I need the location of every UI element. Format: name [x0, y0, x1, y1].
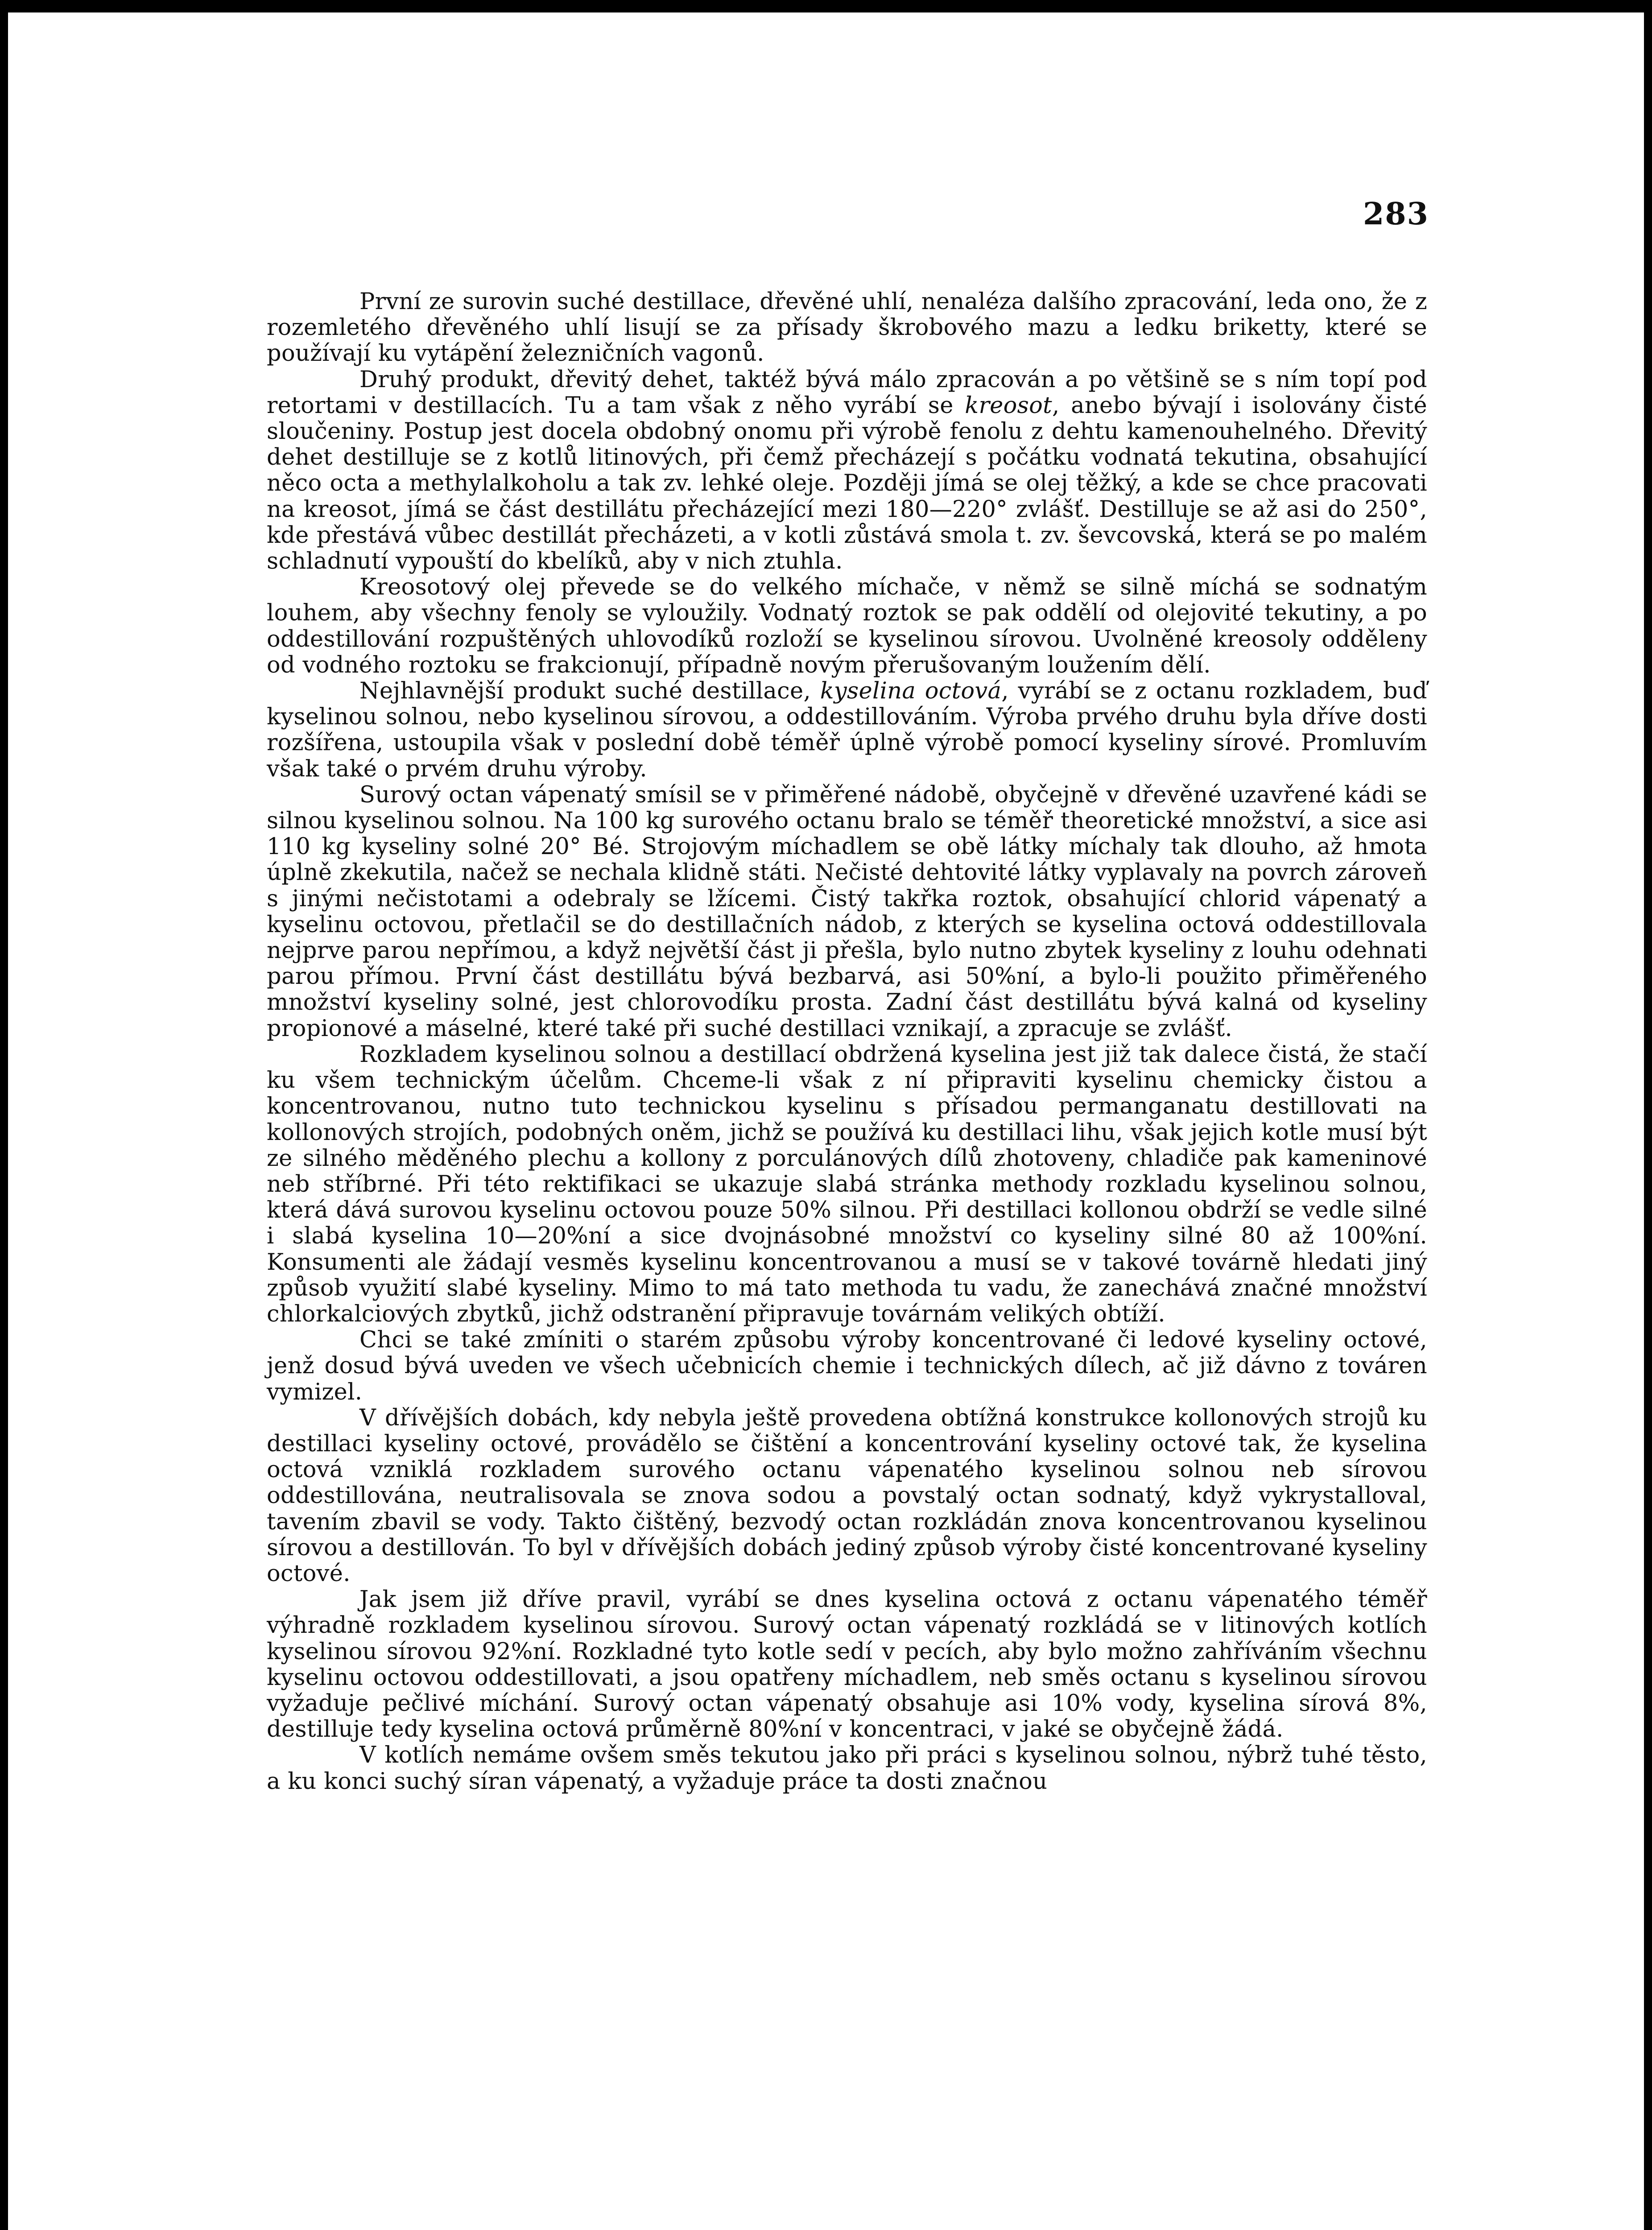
paragraph-old-method-intro: Chci se také zmíniti o starém způsobu výroby koncentrované či ledové kyseliny octové, jenž dosud bývá uveden ve všech učebnicích chemie i technických dílech, ač již dávno z továren vymizel. [267, 1327, 1427, 1405]
term-kyselina-octova: kyselina octová [820, 678, 1002, 705]
paragraph-old-method: V dřívějších dobách, kdy nebyla ještě provedena obtížná konstrukce kollonových strojů ku destillaci kyseliny octové, provádělo se čištění a koncentrování kyseliny octové tak, že kyselina octová vzniklá rozkladem surového octanu vápenatého kyselinou solnou neb sírovou oddestillována, neutralisovala se znova sodou a povstalý octan sodnatý, když vykrystalloval, tavením zbavil se vody. Takto čištěný, bezvodý octan rozkládán znova koncentrovanou kyselinou sírovou a destillován. To byl v dřívějších dobách jediný způsob výroby čisté koncentrované kyseliny octové. [267, 1404, 1427, 1587]
body-text [267, 289, 1427, 1795]
paragraph-rectification: Rozkladem kyselinou solnou a destillací obdržená kyselina jest již tak dalece čistá, že stačí ku všem technickým účelům. Chceme-li však z ní připraviti kyselinu chemicky čistou a koncentrovanou, nutno tuto technickou kyselinu s přísadou permanganatu destillovati na kollonových strojích, podobných oněm, jichž se používá ku destillaci lihu, však jejich kotle musí být ze silného měděného plechu a kollony z porculánových dílů zhotoveny, chladiče pak kameninové neb stříbrné. Při této rektifikaci se ukazuje slabá stránka methody rozkladu kyselinou solnou, která dává surovou kyselinu octovou pouze 50% silnou. Při destillaci kollonou obdrží se vedle silné i slabá kyselina 10—20%ní a sice dvojnásobné množství co kyseliny silné 80 až 100%ní. Konsumenti ale žádají vesměs kyselinu koncentrovanou a musí se v takové továrně hledati jiný způsob využití slabé kyseliny. Mimo to má tato methoda tu vadu, že zanechává značné množství chlorkalciových zbytků, jichž odstranění připravuje továrnám velikých obtíží. [267, 1041, 1427, 1327]
paragraph-sulfuric-method: Jak jsem již dříve pravil, vyrábí se dnes kyselina octová z octanu vápenatého téměř výhradně rozkladem kyselinou sírovou. Surový octan vápenatý rozkládá se v litinových kotlích kyselinou sírovou 92%ní. Rozkladné tyto kotle sedí v pecích, aby bylo možno zahříváním všechnu kyselinu octovou oddestillovati, a jsou opatřeny míchadlem, neb směs octanu s kyselinou sírovou vyžaduje pečlivé míchání. Surový octan vápenatý obsahuje asi 10% vody, kyselina sírová 8%, destilluje tedy kyselina octová průměrně 80%ní v koncentraci, v jaké se obyčejně žádá. [267, 1586, 1427, 1743]
paragraph-wood-tar: Druhý produkt, dřevitý dehet, taktéž bývá málo zpracován a po většině se s ním topí pod retortami v destillacích. Tu a tam však z něho vyrábí se kreosot, anebo bývají i isolovány čisté sloučeniny. Postup jest docela obdobný onomu při výrobě fenolu z dehtu kamenouhelného. Dřevitý dehet destilluje se z kotlů litinových, při čemž přecházejí s počátku vodnatá tekutina, obsahující něco octa a methylalkoholu a tak zv. lehké oleje. Později jímá se olej těžký, a kde se chce pracovati na kreosot, jímá se část destillátu přecházející mezi 180—220° zvlášť. Destilluje se až asi do 250°, kde přestává vůbec destillát přecházeti, a v kotli zůstává smola t. zv. ševcovská, která se po malém schladnutí vypouští do kbelíků, aby v nich ztuhla. [267, 366, 1427, 575]
paragraph-acetic-acid: Nejhlavnější produkt suché destillace, kyselina octová, vyrábí se z octanu rozkladem, buď kyselinou solnou, nebo kyselinou sírovou, a oddestillováním. Výroba prvého druhu byla dříve dosti rozšířena, ustoupila však v poslední době téměř úplně výrobě pomocí kyseliny sírové. Promluvím však také o prvém druhu výroby. [267, 678, 1428, 782]
paragraph-kreosote-oil: Kreosotový olej převede se do velkého míchače, v němž se silně míchá se sodnatým louhem, aby všechny fenoly se vyloužily. Vodnatý roztok se pak oddělí od olejovité tekutiny, a po oddestillování rozpuštěných uhlovodíků rozloží se kyselinou sírovou. Uvolněné kreosoly odděleny od vodného roztoku se frakcionují, případně novým přerušovaným loužením dělí. [267, 574, 1427, 678]
paragraph-charcoal: První ze surovin suché destillace, dřevěné uhlí, nenaléza dalšího zpracování, leda ono, že z rozemletého dřevěného uhlí lisují se za přísady škrobového mazu a ledku briketty, které se používají ku vytápění železničních vagonů. [267, 289, 1427, 367]
paragraph-kettles: V kotlích nemáme ovšem směs tekutou jako při práci s kyselinou solnou, nýbrž tuhé těsto, a ku konci suchý síran vápenatý, a vyžaduje práce ta dosti značnou [267, 1742, 1427, 1795]
paragraph-hydrochloric-method: Surový octan vápenatý smísil se v přiměřené nádobě, obyčejně v dřevěné uzavřené kádi se silnou kyselinou solnou. Na 100 kg surového octanu bralo se téměř theoretické množství, a sice asi 110 kg kyseliny solné 20° Bé. Strojovým míchadlem se obě látky míchaly tak dlouho, až hmota úplně zkekutila, načež se nechala klidně státi. Nečisté dehtovité látky vyplavaly na povrch zároveň s jinými nečistotami a odebraly se lžícemi. Čistý takřka roztok, obsahující chlorid vápenatý a kyselinu octovou, přetlačil se do destillačních nádob, z kterých se kyselina octová oddestillovala nejprve parou nepřímou, a když největší část ji přešla, bylo nutno zbytek kyseliny z louhu odehnati parou přímou. První část destillátu bývá bezbarvá, asi 50%ní, a bylo-li použito přiměřeného množství kyseliny solné, jest chlorovodíku prosta. Zadní část destillátu bývá kalná od kyseliny propionové a máselné, které také při suché destillaci vznikají, a zpracuje se zvlášť. [267, 781, 1427, 1042]
page-number: 283 [1363, 196, 1429, 232]
term-kreosot: kreosot [965, 392, 1052, 419]
